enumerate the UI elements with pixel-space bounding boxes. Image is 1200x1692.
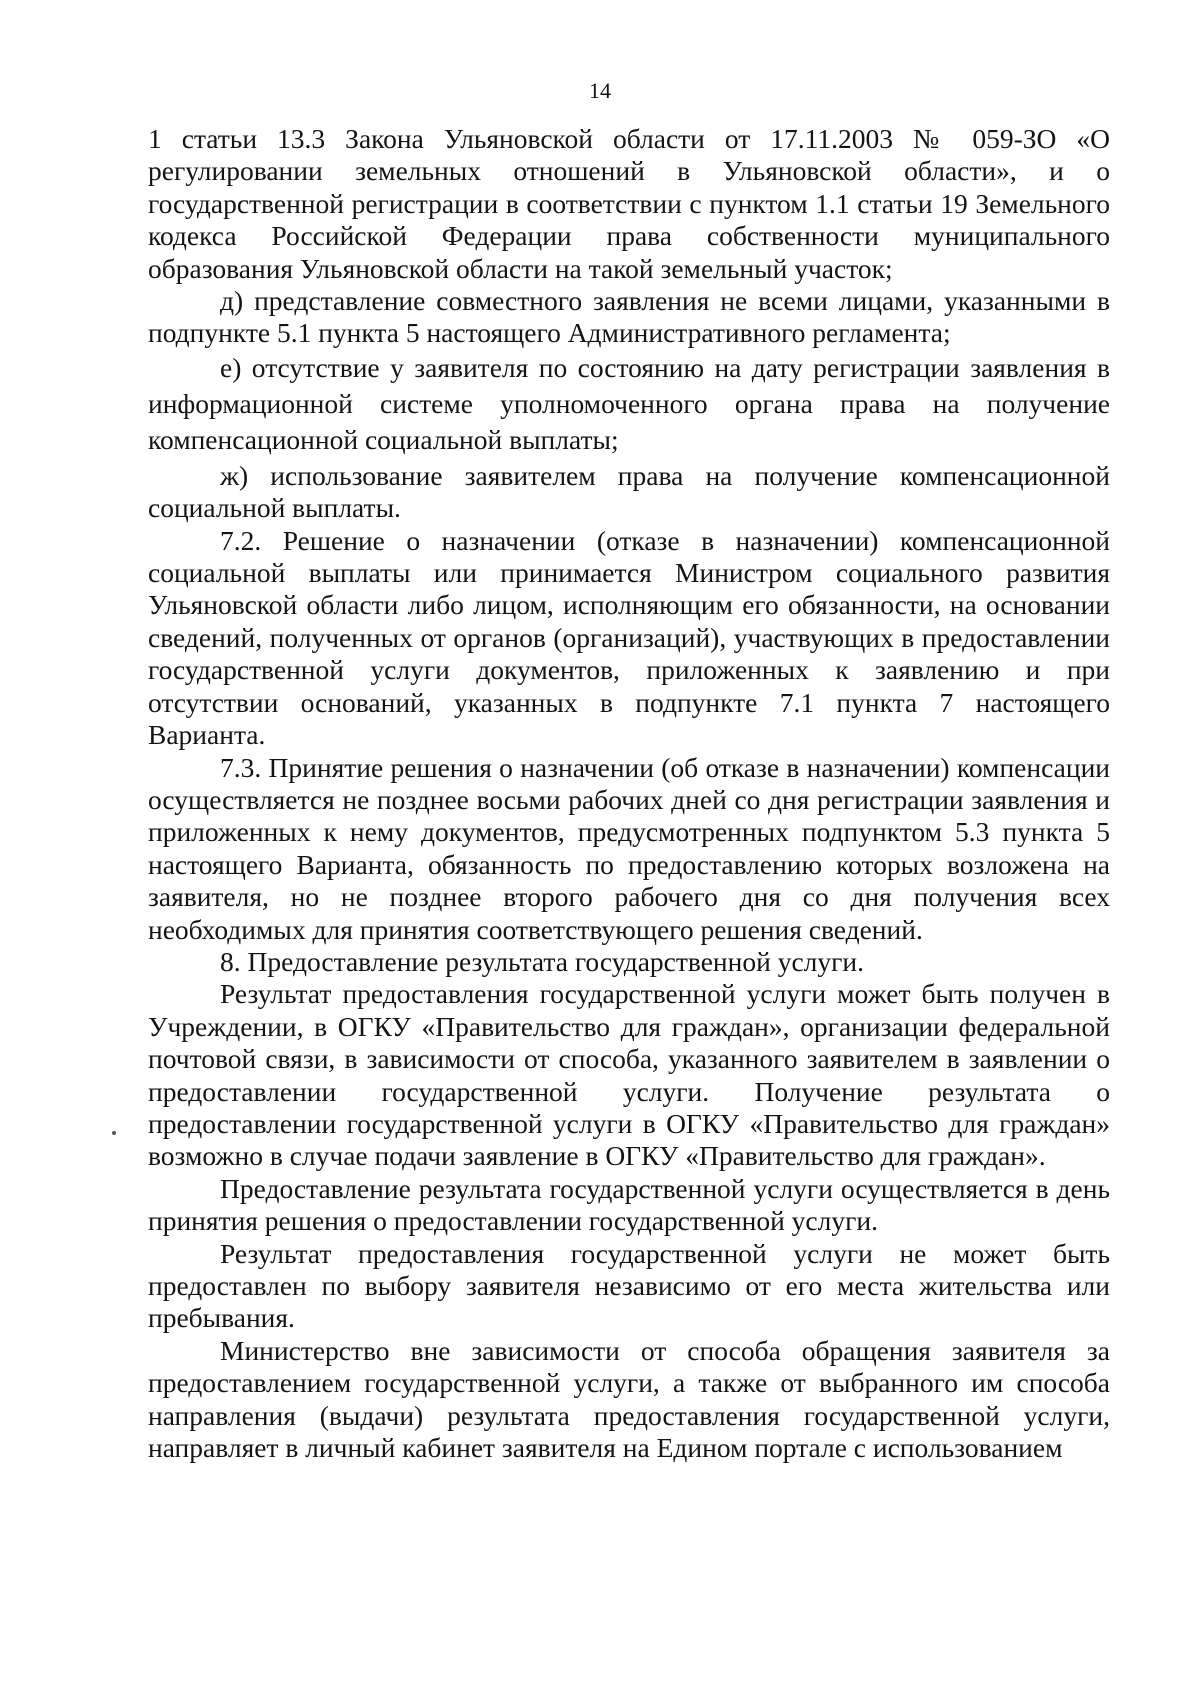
paragraph-item-zh: ж) использование заявителем права на получение компенсационной социальной выплаты. — [148, 459, 1110, 524]
paragraph-7-2: 7.2. Решение о назначении (отказе в назначении) компенсационной социальной выплаты или принимается Министром социального развития Ульяновской области либо лицом, исполняющим его обязанности, на основании сведений, полученных от органов (организаций), участвующих в предоставлении государственной услуги документов, приложенных к заявлению и при отсутствии оснований, указанных в подпункте 7.1 пункта 7 настоящего Варианта. — [148, 524, 1110, 751]
paragraph-item-e: е) отсутствие у заявителя по состоянию на дату регистрации заявления в информационной системе уполномоченного органа права на получение компенсационной социальной выплаты; — [148, 351, 1110, 455]
scan-dot — [112, 1131, 116, 1135]
paragraph-result-timing: Предоставление результата государственной услуги осуществляется в день принятия решения о предоставлении государственной услуги. — [148, 1172, 1110, 1237]
paragraph-continuation: 1 статьи 13.3 Закона Ульяновской области от 17.11.2003 № 059-ЗО «О регулировании земельных отношений в Ульяновской области», и о государственной регистрации в соответствии с пунктом 1.1 статьи 19 Земельного кодекса Российской Федерации права собственности муниципального образования Ульяновской области на такой земельный участок; — [148, 123, 1110, 284]
page-number: 14 — [589, 78, 611, 103]
paragraph-ministry-direction: Министерство вне зависимости от способа обращения заявителя за предоставлением государственной услуги, а также от выбранного им способа направления (выдачи) результата предоставления государственной услуги, направляет в личный кабинет заявителя на Едином портале с использованием — [148, 1334, 1110, 1464]
paragraph-item-d: д) представление совместного заявления не всеми лицами, указанными в подпункте 5.1 пункта 5 настоящего Административного регламента; — [148, 285, 1110, 349]
paragraph-7-3: 7.3. Принятие решения о назначении (об отказе в назначении) компенсации осуществляется не позднее восьми рабочих дней со дня регистрации заявления и приложенных к нему документов, предусмотренных подпунктом 5.3 пункта 5 настоящего Варианта, обязанность по предоставлению которых возложена на заявителя, но не позднее второго рабочего дня со дня получения всех необходимых для принятия соответствующего решения сведений. — [148, 751, 1110, 945]
paragraph-result-receipt: Результат предоставления государственной услуги может быть получен в Учреждении, в ОГКУ «Правительство для граждан», организации федеральной почтовой связи, в зависимости от способа, указанного заявителем в заявлении о предоставлении государственной услуги. Получение результата о предоставлении государственной услуги в ОГКУ «Правительство для граждан» возможно в случае подачи заявление в ОГКУ «Правительство для граждан». — [148, 978, 1110, 1172]
document-body — [148, 123, 1110, 1464]
paragraph-8-heading: 8. Предоставление результата государственной услуги. — [220, 945, 864, 977]
paragraph-result-location: Результат предоставления государственной услуги не может быть предоставлен по выбору заявителя независимо от его места жительства или пребывания. — [148, 1237, 1110, 1334]
